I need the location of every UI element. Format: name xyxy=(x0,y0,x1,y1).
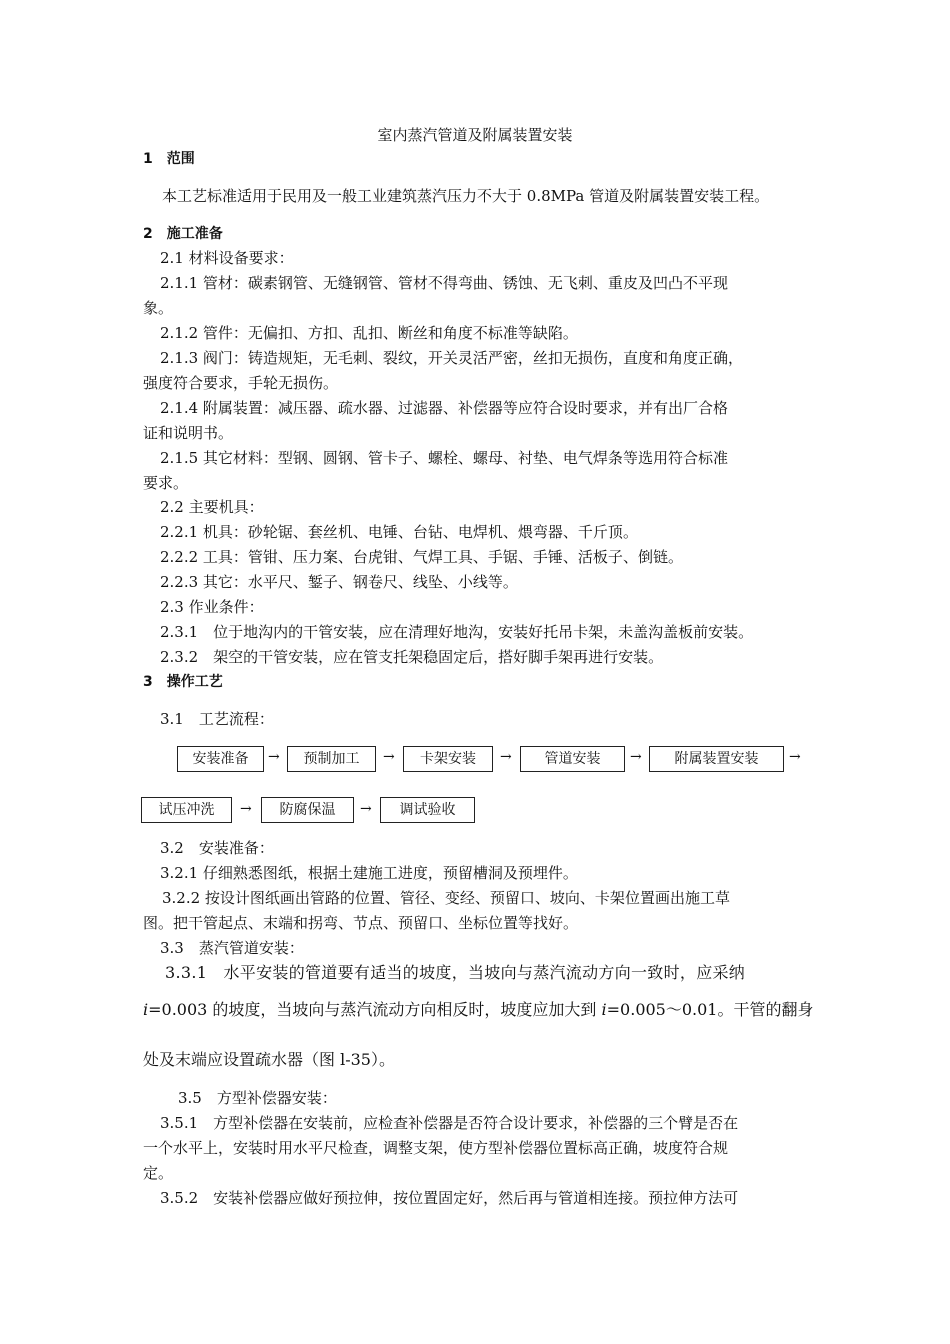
paragraph-line: 2.2.3 其它：水平尺、錾子、钢卷尺、线坠、小线等。 xyxy=(160,573,518,591)
flow-arrow: → xyxy=(630,749,642,765)
paragraph-line: 定。 xyxy=(143,1164,174,1182)
flow-step-box: 管道安装 xyxy=(520,746,625,772)
flow-step-box: 防腐保温 xyxy=(261,797,354,823)
flow-arrow: → xyxy=(789,749,801,765)
slope-symbol: i xyxy=(143,1000,149,1019)
paragraph-line: 3.2.1 仔细熟悉图纸，根据土建施工进度，预留槽洞及预埋件。 xyxy=(160,864,578,882)
paragraph-line: 3.2.2 按设计图纸画出管路的位置、管径、变经、预留口、坡向、卡架位置画出施工草 xyxy=(162,889,730,907)
paragraph-line: 2.3 作业条件： xyxy=(160,598,264,616)
flow-step-box: 附属装置安装 xyxy=(649,746,784,772)
section-heading-preparation: 2 施工准备 xyxy=(143,226,223,242)
paragraph-line: 2.1.5 其它材料：型钢、圆钢、管卡子、螺栓、螺母、衬垫、电气焊条等选用符合标准 xyxy=(160,449,728,467)
flow-step-box: 调试验收 xyxy=(380,797,475,823)
slope-text: =0.005～0.01。干管的翻身 xyxy=(606,1000,814,1019)
flow-step-box: 卡架安装 xyxy=(403,746,493,772)
flow-arrow: → xyxy=(268,749,280,765)
paragraph-line: 2.2.2 工具：管钳、压力案、台虎钳、气焊工具、手锯、手锤、活板子、倒链。 xyxy=(160,548,683,566)
paragraph-line: 本工艺标准适用于民用及一般工业建筑蒸汽压力不大于 0.8MPa 管道及附属装置安装工程。 xyxy=(162,187,770,205)
paragraph-line: 处及末端应设置疏水器（图 l-35）。 xyxy=(143,1050,395,1069)
paragraph-line: 3.5.2 安装补偿器应做好预拉伸，按位置固定好，然后再与管道相连接。预拉伸方法可 xyxy=(160,1189,739,1207)
paragraph-line: 3.2 安装准备： xyxy=(160,839,274,857)
section-heading-scope: 1 范围 xyxy=(143,151,195,167)
flow-arrow: → xyxy=(500,749,512,765)
flow-arrow: → xyxy=(360,801,372,817)
paragraph-line: 一个水平上，安装时用水平尺检查，调整支架，使方型补偿器位置标高正确，坡度符合规 xyxy=(143,1139,729,1157)
paragraph-line: 3.1 工艺流程： xyxy=(160,710,274,728)
paragraph-line: 3.5.1 方型补偿器在安装前，应检查补偿器是否符合设计要求，补偿器的三个臂是否在 xyxy=(160,1114,739,1132)
paragraph-line: 3.3 蒸汽管道安装： xyxy=(160,939,304,957)
section-heading-operation: 3 操作工艺 xyxy=(143,674,223,690)
document-title: 室内蒸汽管道及附属装置安装 xyxy=(377,126,573,144)
paragraph-line: 2.1.3 阀门：铸造规矩，无毛刺、裂纹，开关灵活严密，丝扣无损伤，直度和角度正确， xyxy=(160,349,743,367)
flow-arrow: → xyxy=(383,749,395,765)
slope-symbol: i xyxy=(601,1000,607,1019)
flow-arrow: → xyxy=(240,801,252,817)
paragraph-line: 2.1.2 管件：无偏扣、方扣、乱扣、断丝和角度不标准等缺陷。 xyxy=(160,324,578,342)
flow-step-box: 试压冲洗 xyxy=(141,797,232,823)
paragraph-line: 2.3.1 位于地沟内的干管安装，应在清理好地沟，安装好托吊卡架，未盖沟盖板前安装。 xyxy=(160,623,754,641)
paragraph-line: 象。 xyxy=(143,299,174,317)
paragraph-line: 2.2 主要机具： xyxy=(160,498,264,516)
flow-step-box: 预制加工 xyxy=(287,746,376,772)
paragraph-line: 2.3.2 架空的干管安装，应在管支托架稳固定后，搭好脚手架再进行安装。 xyxy=(160,648,664,666)
flow-step-box: 安装准备 xyxy=(177,746,264,772)
paragraph-line: 3.3.1 水平安装的管道要有适当的坡度，当坡向与蒸汽流动方向一致时，应采纳 xyxy=(165,963,746,982)
paragraph-line: 要求。 xyxy=(143,474,189,492)
paragraph-line: 强度符合要求，手轮无损伤。 xyxy=(143,374,339,392)
paragraph-line: 2.1.1 管材：碳素钢管、无缝钢管、管材不得弯曲、锈蚀、无飞刺、重皮及凹凸不平现 xyxy=(160,274,728,292)
slope-paragraph-line xyxy=(143,1000,813,1020)
paragraph-line: 图。把干管起点、末端和拐弯、节点、预留口、坐标位置等找好。 xyxy=(143,914,579,932)
paragraph-line: 2.2.1 机具：砂轮锯、套丝机、电锤、台钻、电焊机、煨弯器、千斤顶。 xyxy=(160,523,638,541)
paragraph-line: 2.1.4 附属装置：减压器、疏水器、过滤器、补偿器等应符合设时要求，并有出厂合格 xyxy=(160,399,728,417)
paragraph-line: 证和说明书。 xyxy=(143,424,234,442)
paragraph-line: 2.1 材料设备要求： xyxy=(160,249,294,267)
slope-text: =0.003 的坡度，当坡向与蒸汽流动方向相反时，坡度应加大到 xyxy=(148,1000,602,1019)
paragraph-line: 3.5 方型补偿器安装： xyxy=(178,1089,337,1107)
